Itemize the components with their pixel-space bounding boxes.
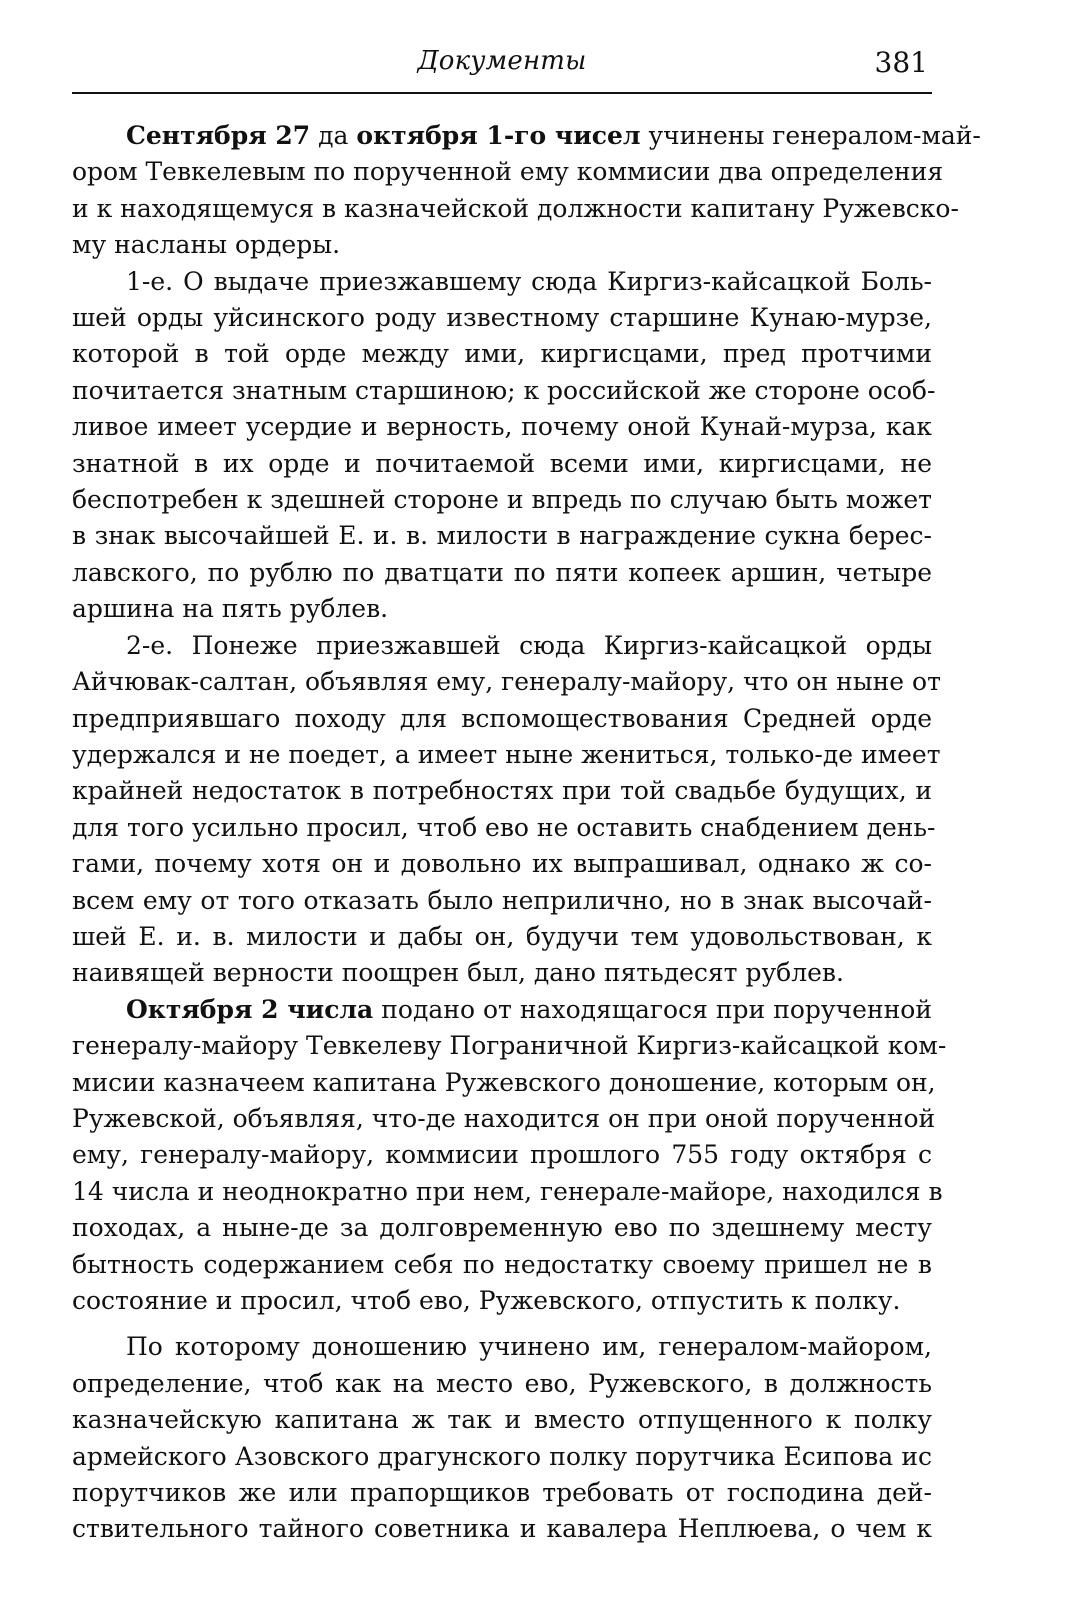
text-line: и к находящемуся в казначейской должности капитану Ружевско- bbox=[72, 193, 959, 223]
text-line: знатной в их орде и почитаемой всеми ими, киргисцами, не bbox=[72, 448, 932, 478]
date-heading: октября 1-го чисел bbox=[356, 121, 641, 150]
text-line: определение, чтоб как на место ево, Ружевского, в должность bbox=[72, 1368, 932, 1398]
text-line bbox=[72, 992, 932, 1028]
text-line: шей Е. и. в. милости и дабы он, будучи тем удовольствован, к bbox=[72, 921, 932, 951]
text-line: которой в той орде между ими, киргисцами, пред протчими bbox=[72, 339, 932, 369]
running-title: Документы bbox=[417, 46, 587, 76]
text-line: состояние и просил, чтоб ево, Ружевского, отпустить к полку. bbox=[72, 1286, 901, 1315]
text-line bbox=[72, 118, 981, 154]
text-line: предприявшаго походу для вспомоществования Средней орде bbox=[72, 703, 932, 733]
text-line: му насланы ордеры. bbox=[72, 230, 341, 260]
text-line: ливое имеет усердие и верность, почему оной Кунай-мурза, как bbox=[72, 412, 932, 442]
text-line: Айчювак-салтан, объявляя ему, генералу-майору, что он ныне от bbox=[72, 667, 941, 697]
paragraph-4 bbox=[72, 992, 947, 1320]
text-line: порутчиков же или прапорщиков требовать от господина дей- bbox=[72, 1478, 932, 1508]
text-line: аршина на пять рублев. bbox=[72, 594, 389, 624]
text-line: в знак высочайшей Е. и. в. милости в награждение сукна берес- bbox=[72, 521, 932, 551]
page-number: 381 bbox=[874, 46, 928, 79]
running-header bbox=[72, 0, 932, 86]
text-line: 14 числа и неоднократно при нем, генерале-майоре, находился в bbox=[72, 1176, 943, 1206]
header-rule bbox=[72, 92, 932, 94]
text-line: походах, а ныне-де за долговременную ево по здешнему месту bbox=[72, 1213, 932, 1243]
text-line: 1-е. О выдаче приезжавшему сюда Киргиз-кайсацкой Боль- bbox=[126, 266, 932, 296]
line-text: учинены генералом-май- bbox=[640, 121, 981, 150]
paragraph-2 bbox=[72, 264, 936, 628]
text-line: почитается знатным старшиною; к российской же стороне особ- bbox=[72, 375, 936, 405]
text-line: крайней недостаток в потребностях при той свадьбе будущих, и bbox=[72, 776, 932, 806]
text-line: лавского, по рублю по дватцати по пяти копеек аршин, четыре bbox=[72, 557, 932, 587]
date-heading: Сентября 27 bbox=[126, 121, 311, 150]
text-line: всем ему от того отказать было неприлично, но в знак высочай- bbox=[72, 885, 932, 915]
book-page bbox=[72, 0, 981, 1600]
text-line: бытность содержанием себя по недостатку своему пришел не в bbox=[72, 1249, 932, 1279]
text-line: Ружевской, объявляя, что-де находится он при оной порученной bbox=[72, 1103, 936, 1133]
text-line: По которому доношению учинено им, генералом-майором, bbox=[126, 1332, 932, 1362]
text-line: 2-е. Понеже приезжавшей сюда Киргиз-кайсацкой орды bbox=[126, 630, 932, 660]
text-line: армейского Азовского драгунского полку порутчика Есипова ис bbox=[72, 1441, 932, 1471]
paragraph-5 bbox=[72, 1329, 932, 1547]
text-line: ором Тевкелевым по порученной ему коммисии два определения bbox=[72, 157, 944, 187]
date-heading: Октября 2 числа bbox=[126, 994, 374, 1024]
text-line: гами, почему хотя он и довольно их выпрашивал, однако ж со- bbox=[72, 849, 932, 879]
text-line: шей орды уйсинского роду известному старшине Кунаю-мурзе, bbox=[72, 303, 932, 333]
line-text: подано от находящагося при порученной bbox=[373, 994, 932, 1024]
body-text bbox=[72, 118, 981, 1548]
text-line: мисии казначеем капитана Ружевского доношение, которым он, bbox=[72, 1067, 936, 1097]
text-line: удержался и не поедет, а имеет ныне жениться, только-де имеет bbox=[72, 739, 941, 769]
paragraph-3 bbox=[72, 628, 941, 992]
paragraph-1 bbox=[72, 118, 981, 264]
text-line: ему, генералу-майору, коммисии прошлого 755 году октября с bbox=[72, 1140, 932, 1170]
text-line: для того усильно просил, чтоб ево не оставить снабдением день- bbox=[72, 812, 936, 842]
text-line: наивящей верности поощрен был, дано пятьдесят рублев. bbox=[72, 958, 844, 988]
text-line: беспотребен к здешней стороне и впредь по случаю быть может bbox=[72, 485, 932, 515]
conjunction: да bbox=[318, 121, 349, 150]
text-line: казначейскую капитана ж так и вместо отпущенного к полку bbox=[72, 1405, 932, 1435]
text-line: генералу-майору Тевкелеву Пограничной Киргиз-кайсацкой ком- bbox=[72, 1031, 947, 1061]
text-line: ствительного тайного советника и кавалера Неплюева, о чем к bbox=[72, 1514, 932, 1544]
